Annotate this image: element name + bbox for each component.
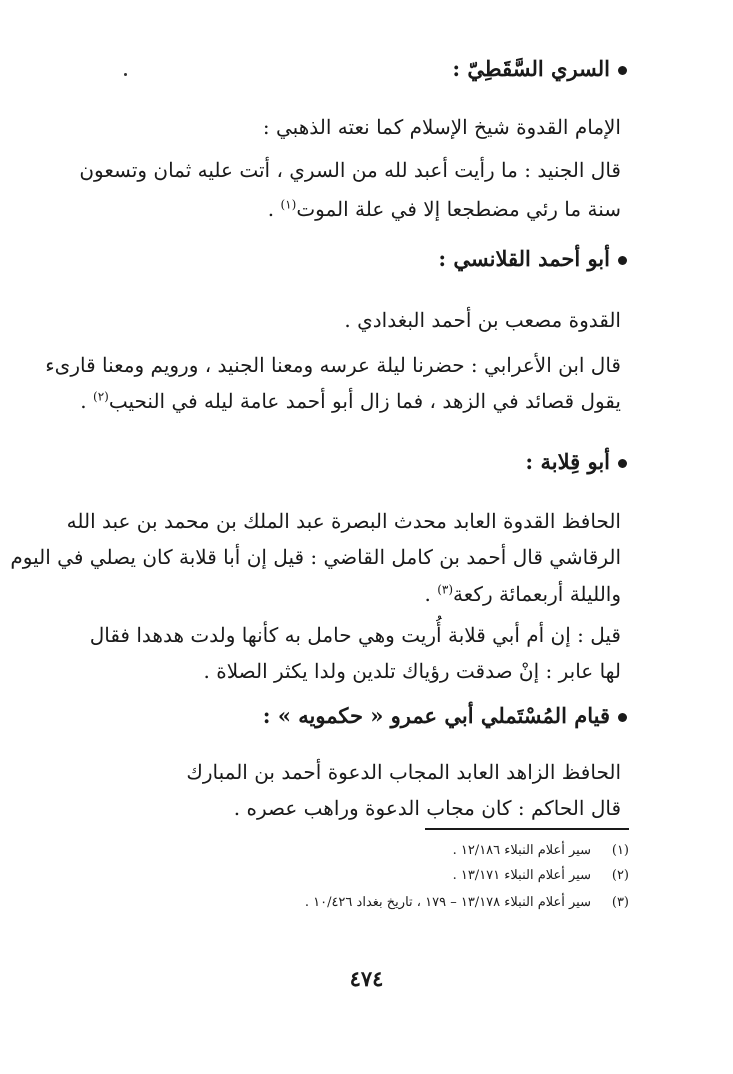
section-text-line: الحافظ القدوة العابد محدث البصرة عبد الملك بن محمد بن عبد الله bbox=[66, 509, 621, 533]
bullet-icon bbox=[618, 256, 627, 265]
page-number: ٤٧٤ bbox=[349, 966, 384, 991]
footnote-divider bbox=[425, 828, 629, 830]
footnote-ref[interactable]: (١) bbox=[280, 197, 297, 212]
section-text-line: لها عابر : إنْ صدقت رؤياك تلدين ولدا يكثر الصلاة . bbox=[203, 659, 621, 683]
section-text-line: سنة ما رئي مضطجعا إلا في علة الموت$^{(١)}$ . bbox=[267, 197, 621, 221]
section-text-line: قيل : إن أم أبي قلابة أُريت وهي حامل به كأنها ولدت هدهدا فقال bbox=[89, 623, 621, 647]
section-heading-al-sari: السري السَّقَطِيّ : bbox=[92, 54, 627, 84]
section-text-line: قال الجنيد : ما رأيت أعبد لله من السري ، أتت عليه ثمان وتسعون bbox=[79, 158, 621, 182]
section-heading-abu-ahmad: أبو أحمد القلانسي : bbox=[92, 244, 627, 274]
footnote-ref[interactable]: (٢) bbox=[93, 389, 109, 404]
bullet-icon bbox=[618, 459, 627, 468]
section-text-line: قال الحاكم : كان مجاب الدعوة وراهب عصره . bbox=[233, 796, 621, 820]
section-heading-abu-qilaba: أبو قِلابة : bbox=[92, 447, 627, 477]
footnote-1: (١)سير أعلام النبلاء ١٢/١٨٦ . bbox=[452, 843, 629, 858]
bullet-icon bbox=[618, 66, 627, 75]
section-heading-hakamawayh: قيام المُسْتَملي أبي عمرو « حكمويه » : bbox=[92, 701, 627, 731]
section-text-line: قال ابن الأعرابي : حضرنا ليلة عرسه ومعنا الجنيد ، ورويم ومعنا قارىء bbox=[45, 353, 621, 377]
footnote-2: (٢)سير أعلام النبلاء ١٣/١٧١ . bbox=[452, 868, 629, 883]
section-text-line: الحافظ الزاهد العابد المجاب الدعوة أحمد بن المبارك bbox=[186, 760, 621, 784]
section-text-line: الرقاشي قال أحمد بن كامل القاضي : قيل إن أبا قلابة كان يصلي في اليوم bbox=[10, 545, 621, 569]
bullet-icon bbox=[618, 713, 627, 722]
section-text-line: والليلة أربعمائة ركعة$^{(٣)}$ . bbox=[424, 582, 621, 606]
footnote-3: (٣)سير أعلام النبلاء ١٣/١٧٨ – ١٧٩ ، تاريخ بغداد ١٠/٤٢٦ . bbox=[304, 895, 629, 910]
section-text-line: يقول قصائد في الزهد ، فما زال أبو أحمد عامة ليله في النحيب$^{(٢)}$ . bbox=[80, 389, 621, 413]
footnote-ref[interactable]: (٣) bbox=[437, 582, 454, 597]
section-text-line: القدوة مصعب بن أحمد البغدادي . bbox=[344, 308, 621, 332]
section-text-line: الإمام القدوة شيخ الإسلام كما نعته الذهبي : bbox=[262, 115, 621, 139]
